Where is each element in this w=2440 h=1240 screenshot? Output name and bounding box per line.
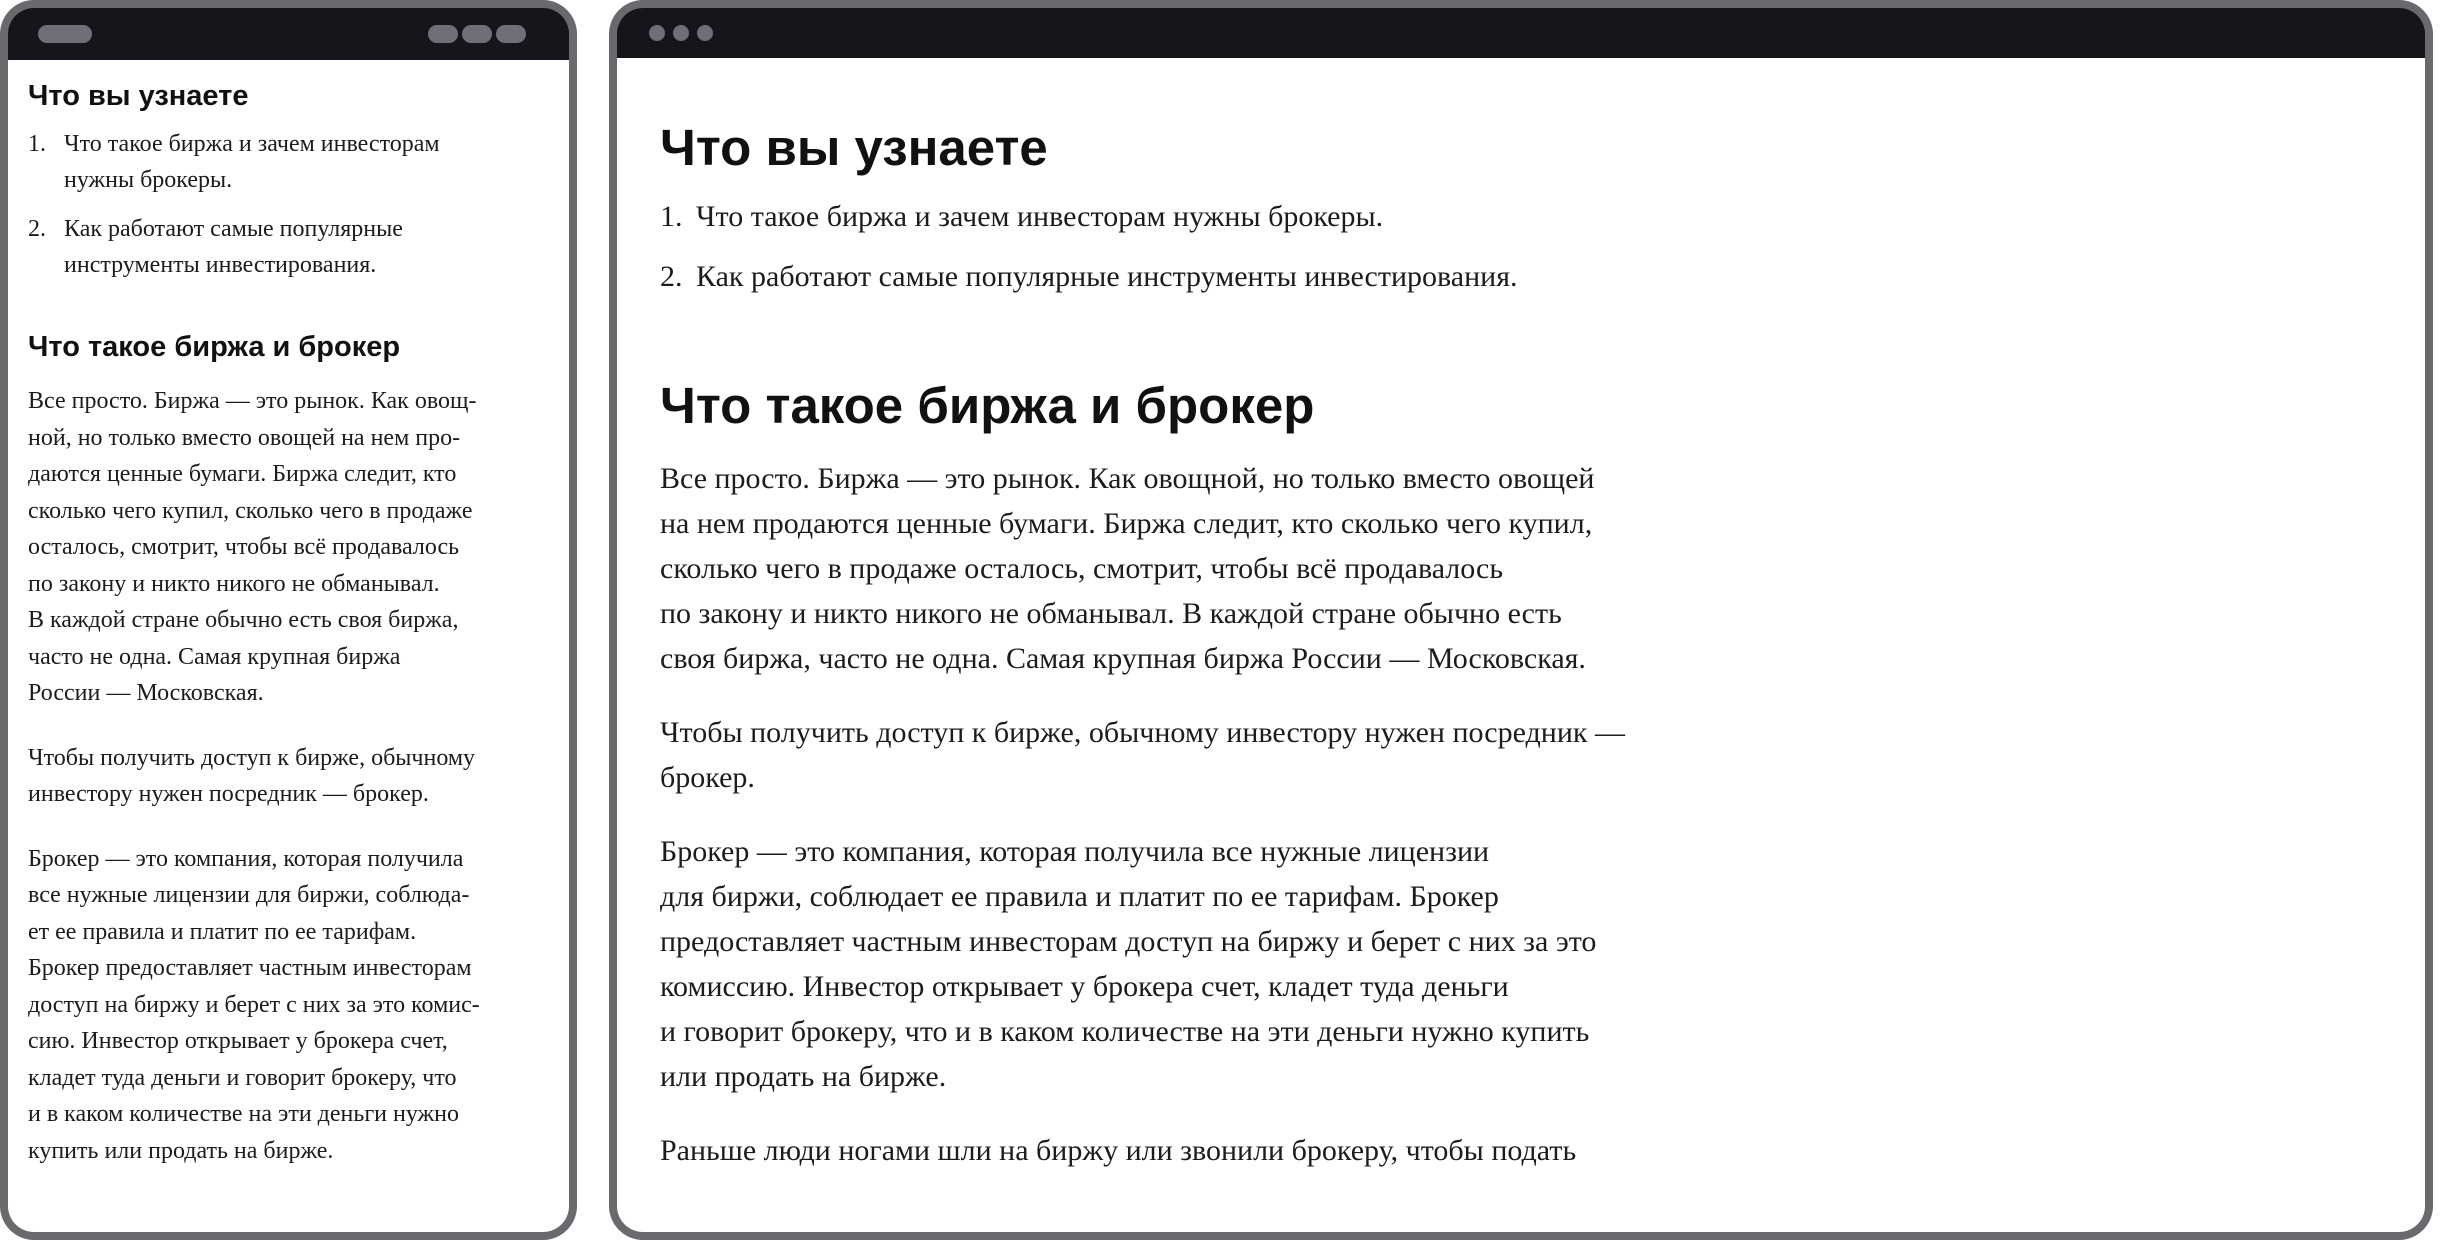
- mobile-screen[interactable]: [8, 60, 569, 1232]
- text-line: своя биржа, часто не одна. Самая крупная биржа России — Московская.: [660, 642, 1586, 675]
- text-line: ной, но только вместо овощей на нем про-: [28, 424, 461, 451]
- text-line: купить или продать на бирже.: [28, 1137, 334, 1164]
- text-line: Чтобы получить доступ к бирже, обычному: [28, 744, 476, 771]
- text-line: брокер.: [660, 761, 755, 794]
- text-line: даются ценные бумаги. Биржа следит, кто: [28, 461, 457, 487]
- list-item: [660, 256, 2425, 298]
- text-line: по закону и никто никого не обманывал. В каждой стране обычно есть: [660, 597, 1562, 630]
- list-number: 1.: [660, 200, 683, 233]
- list-number: 2.: [28, 216, 46, 242]
- heading-what-you-learn: Что вы узнаете: [660, 119, 1048, 176]
- list-text: Как работают самые популярные инструменты инвестирования.: [696, 260, 1518, 293]
- list-item: [660, 196, 2425, 238]
- text-line: сколько чего в продаже осталось, смотрит, чтобы всё продавалось: [660, 552, 1504, 585]
- text-line: предоставляет частным инвесторам доступ на биржу и берет с них за это: [660, 925, 1597, 958]
- text-line: или продать на бирже.: [660, 1060, 947, 1093]
- text-line: и в каком количестве на эти деньги нужно: [28, 1101, 459, 1127]
- text-line: по закону и никто никого не обманывал.: [28, 570, 440, 597]
- mobile-indicator-2: [462, 25, 492, 43]
- paragraph: [660, 829, 2425, 1099]
- text-line: доступ на биржу и берет с них за это комис-: [28, 991, 480, 1018]
- list-text: Что такое биржа и зачем инвесторам нужны брокеры.: [696, 200, 1384, 233]
- text-line: комиссию. Инвестор открывает у брокера счет, кладет туда деньги: [660, 970, 1509, 1003]
- list-number: 2.: [660, 260, 683, 293]
- text-line: осталось, смотрит, чтобы всё продавалось: [28, 534, 460, 560]
- desktop-article: [617, 58, 2425, 1173]
- list-text: Что такое биржа и зачем инвесторам: [64, 131, 440, 157]
- heading-exchange-broker: Что такое биржа и брокер: [660, 377, 1315, 434]
- list-text: инструменты инвестирования.: [64, 252, 377, 278]
- list-number: 1.: [28, 131, 46, 157]
- mobile-article: [8, 60, 569, 1169]
- text-line: В каждой стране обычно есть своя биржа,: [28, 607, 459, 633]
- text-line: Чтобы получить доступ к бирже, обычному инвестору нужен посредник —: [660, 716, 1625, 749]
- paragraph: [28, 841, 569, 1170]
- paragraph: [660, 710, 2425, 800]
- text-line: Брокер — это компания, которая получила: [28, 845, 464, 872]
- mobile-status-bar: [8, 8, 569, 60]
- text-line: России — Московская.: [28, 680, 264, 706]
- list-item: [28, 211, 569, 283]
- text-line: сколько чего купил, сколько чего в продаже: [28, 497, 473, 524]
- list-item: [28, 126, 569, 198]
- paragraph: [660, 1128, 2425, 1173]
- list-text: нужны брокеры.: [64, 167, 233, 193]
- mobile-pill-indicator: [38, 25, 92, 43]
- text-line: для биржи, соблюдает ее правила и платит по ее тарифам. Брокер: [660, 880, 1499, 913]
- desktop-browser-frame: [609, 0, 2433, 1240]
- text-line: Раньше люди ногами шли на биржу или звонили брокеру, чтобы подать: [660, 1134, 1577, 1167]
- text-line: ет ее правила и платит по ее тарифам.: [28, 918, 417, 945]
- desktop-screen[interactable]: [617, 58, 2425, 1232]
- window-dot-3[interactable]: [697, 25, 713, 41]
- mobile-indicator-1: [428, 25, 458, 43]
- paragraph: [660, 456, 2425, 681]
- text-line: Все просто. Биржа — это рынок. Как овощной, но только вместо овощей: [660, 462, 1595, 495]
- text-line: Брокер — это компания, которая получила все нужные лицензии: [660, 835, 1490, 868]
- text-line: на нем продаются ценные бумаги. Биржа следит, кто сколько чего купил,: [660, 507, 1593, 540]
- learn-list: [28, 126, 569, 283]
- text-line: кладет туда деньги и говорит брокеру, что: [28, 1064, 457, 1091]
- heading-what-you-learn: Что вы узнаете: [28, 80, 249, 112]
- text-line: сию. Инвестор открывает у брокера счет,: [28, 1028, 448, 1054]
- text-line: инвестору нужен посредник — брокер.: [28, 781, 429, 807]
- paragraph: [28, 383, 569, 712]
- mobile-device-frame: [0, 0, 577, 1240]
- text-line: все нужные лицензии для биржи, соблюда-: [28, 882, 470, 908]
- text-line: часто не одна. Самая крупная биржа: [28, 643, 401, 670]
- window-dot-2[interactable]: [673, 25, 689, 41]
- text-line: и говорит брокеру, что и в каком количестве на эти деньги нужно купить: [660, 1015, 1590, 1048]
- text-line: Брокер предоставляет частным инвесторам: [28, 955, 472, 981]
- learn-list: [660, 196, 2425, 298]
- window-dot-1[interactable]: [649, 25, 665, 41]
- text-line: Все просто. Биржа — это рынок. Как овощ-: [28, 388, 477, 414]
- paragraph: [28, 740, 569, 813]
- heading-exchange-broker: Что такое биржа и брокер: [28, 331, 401, 363]
- list-text: Как работают самые популярные: [64, 216, 403, 242]
- browser-title-bar: [617, 8, 2425, 58]
- mobile-indicator-3: [496, 25, 526, 43]
